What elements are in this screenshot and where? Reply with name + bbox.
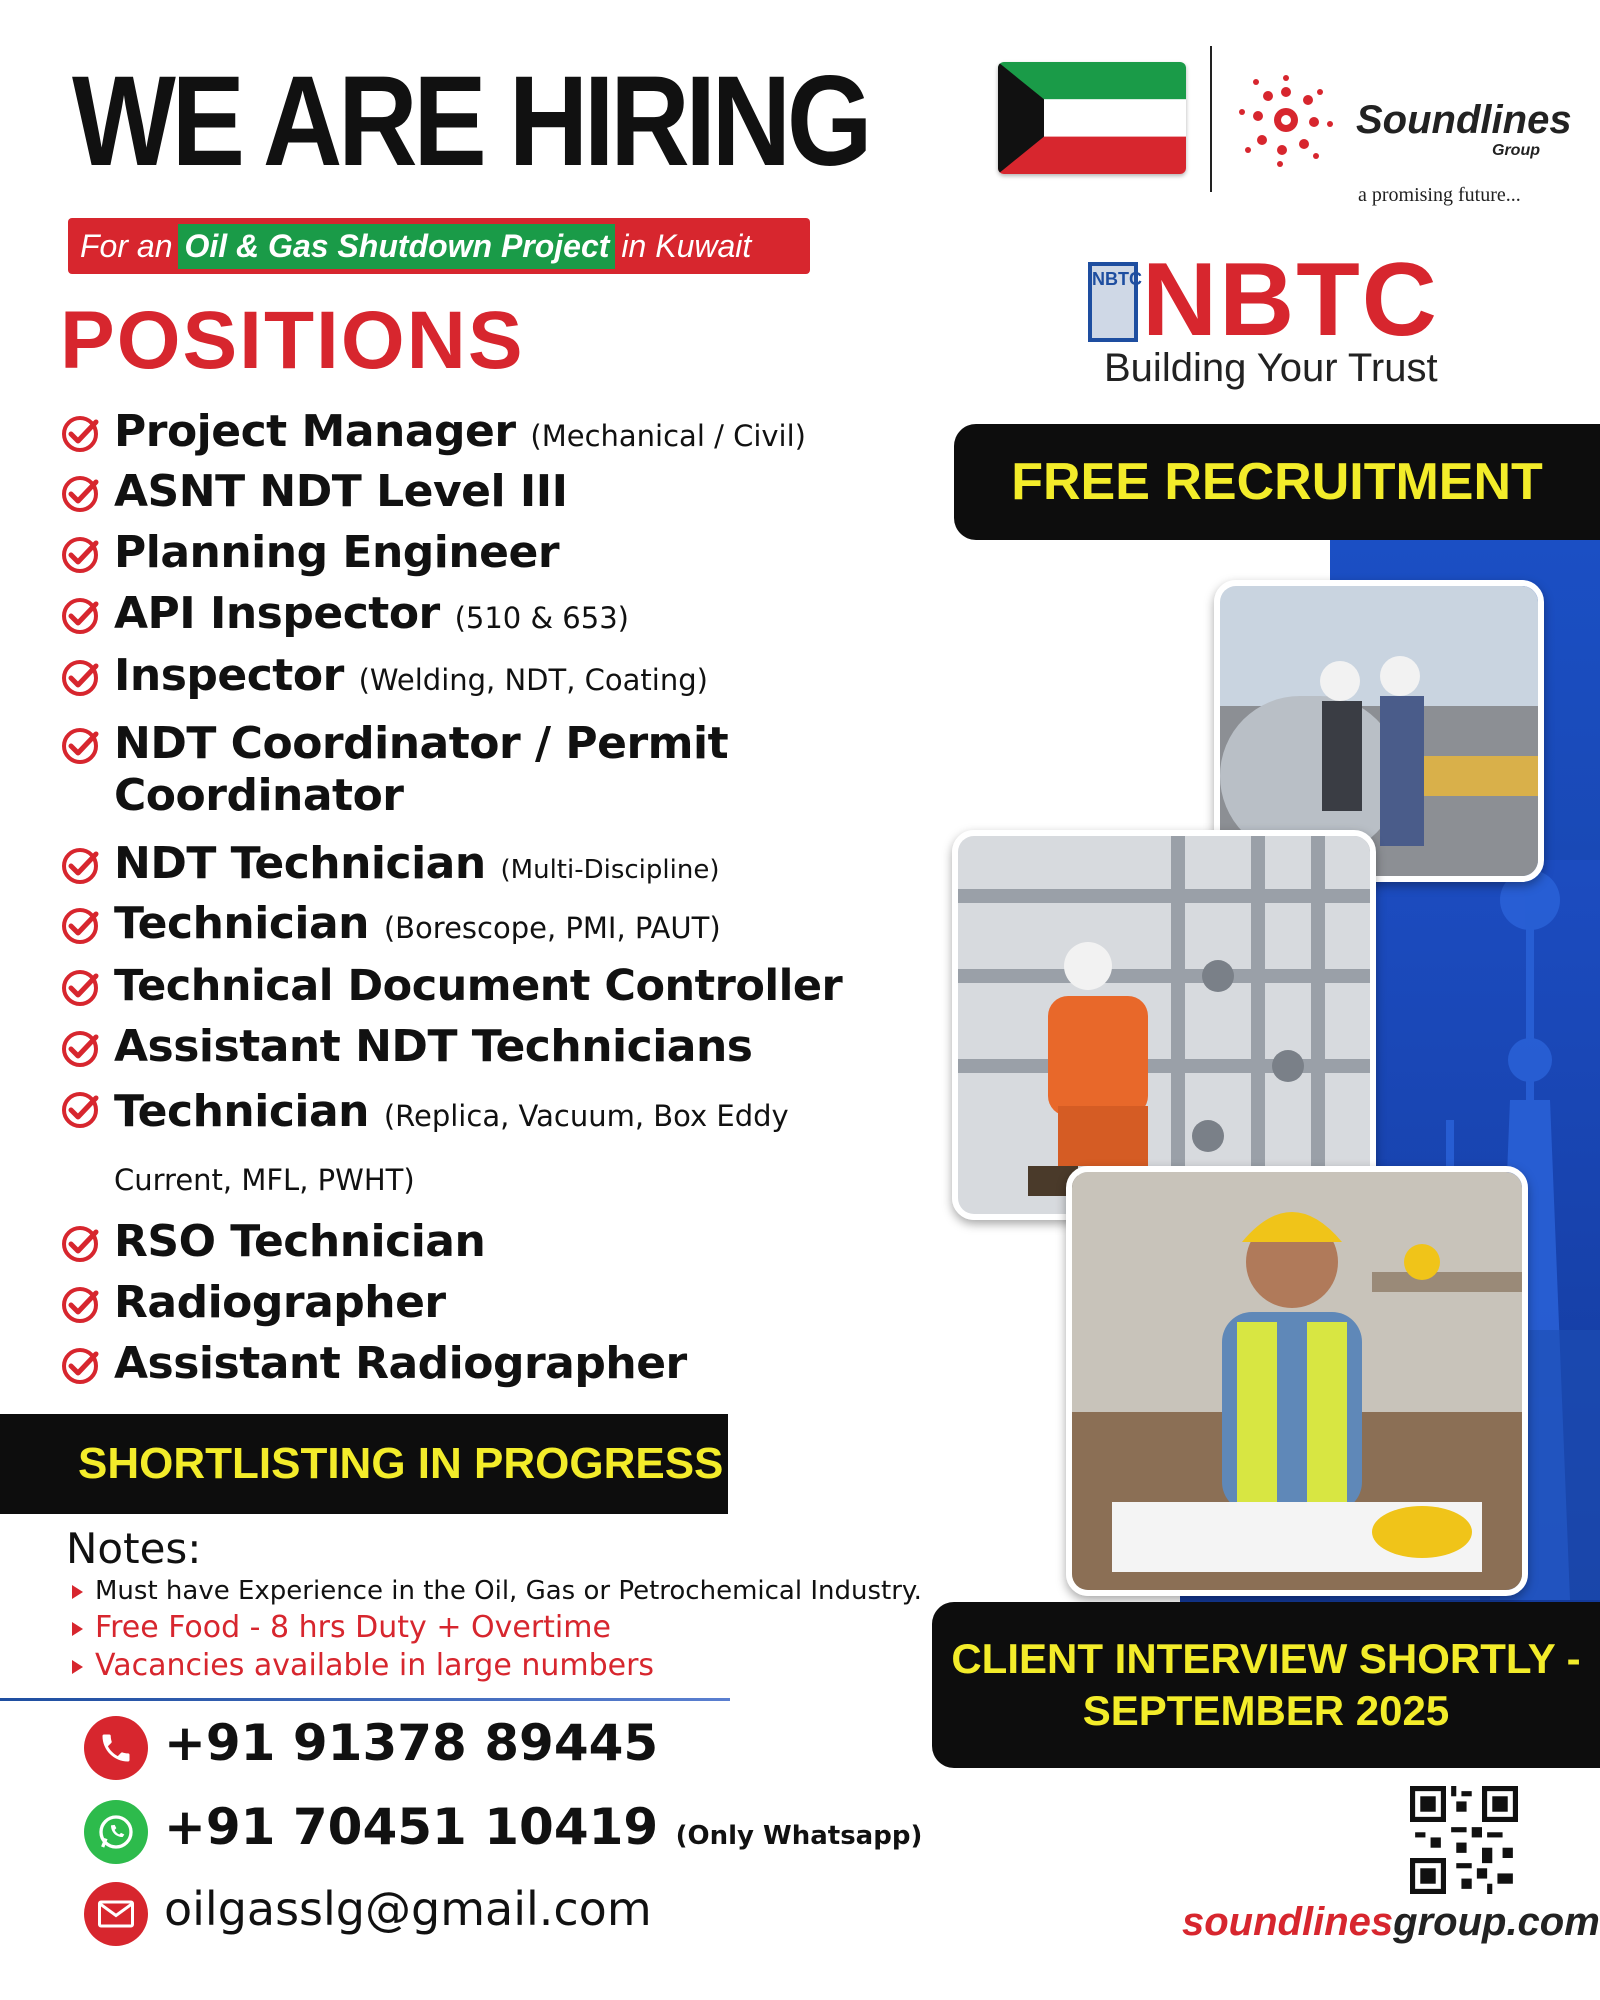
notes-divider	[0, 1698, 730, 1701]
position-item	[60, 898, 940, 954]
whatsapp-icon[interactable]	[84, 1800, 148, 1864]
phone-number[interactable]: +91 91378 89445	[164, 1714, 659, 1772]
hiring-title: WE ARE HIRING	[72, 50, 869, 193]
position-item	[60, 527, 940, 579]
bullet-triangle-icon	[72, 1660, 83, 1674]
position-name: Project Manager	[114, 406, 516, 457]
check-icon	[60, 535, 100, 575]
position-detail: (510 & 653)	[454, 601, 629, 635]
note-text: Must have Experience in the Oil, Gas or Petrochemical Industry.	[95, 1576, 922, 1606]
position-item	[60, 1338, 940, 1390]
subtitle-pre: For an	[80, 227, 173, 264]
position-name: Technician	[114, 898, 370, 949]
shortlisting-banner: SHORTLISTING IN PROGRESS	[0, 1414, 728, 1514]
kuwait-flag-icon	[998, 62, 1186, 174]
check-icon	[60, 1029, 100, 1069]
technician-plant-photo	[952, 830, 1376, 1220]
position-name: NDT Coordinator / Permit Coordinator	[114, 718, 729, 821]
company-group: Group	[1492, 142, 1540, 159]
position-item	[60, 1277, 940, 1329]
nbtc-box-text: NBTC	[1092, 269, 1142, 289]
position-item	[60, 466, 940, 518]
subtitle-highlight: Oil & Gas Shutdown Project	[178, 224, 615, 269]
position-detail: (Mechanical / Civil)	[530, 419, 806, 453]
position-name: Technician	[114, 1086, 370, 1137]
position-name: NDT Technician	[114, 838, 486, 889]
position-name: Assistant Radiographer	[114, 1338, 687, 1389]
position-item	[60, 1082, 900, 1210]
partner-tagline: Building Your Trust	[1104, 346, 1438, 390]
position-name: Inspector	[114, 650, 344, 701]
position-detail: (Replica, Vacuum, Box Eddy Current, MFL, PWHT)	[114, 1099, 789, 1197]
position-name: Technical Document Controller	[114, 961, 843, 1011]
check-icon	[60, 658, 100, 698]
position-item	[60, 718, 820, 822]
website-link[interactable]	[1182, 1900, 1600, 1945]
check-icon	[60, 1090, 100, 1130]
position-name: RSO Technician	[114, 1216, 486, 1267]
client-interview-line1: CLIENT INTERVIEW SHORTLY -	[951, 1635, 1581, 1682]
whatsapp-contact[interactable]	[164, 1798, 922, 1856]
bullet-triangle-icon	[72, 1585, 83, 1599]
position-name: API Inspector	[114, 588, 440, 639]
bullet-triangle-icon	[72, 1622, 83, 1636]
position-item	[60, 588, 940, 644]
position-name: Radiographer	[114, 1277, 446, 1328]
position-name: ASNT NDT Level III	[114, 466, 568, 517]
company-tagline: a promising future...	[1358, 184, 1521, 206]
position-name: Planning Engineer	[114, 527, 560, 578]
qr-code-icon[interactable]	[1410, 1786, 1518, 1894]
check-icon	[60, 1285, 100, 1325]
check-icon	[60, 414, 100, 454]
note-text: Vacancies available in large numbers	[95, 1648, 655, 1683]
partner-name: NBTC	[1142, 242, 1439, 358]
note-item	[72, 1610, 611, 1645]
free-recruitment-banner: FREE RECRUITMENT	[954, 424, 1600, 540]
note-item	[72, 1648, 654, 1683]
note-item	[72, 1576, 922, 1606]
note-text: Free Food - 8 hrs Duty + Overtime	[95, 1610, 611, 1645]
website-part2: group.com	[1393, 1900, 1600, 1944]
mail-icon[interactable]	[84, 1882, 148, 1946]
phone-icon[interactable]	[84, 1716, 148, 1780]
notes-title: Notes:	[66, 1524, 202, 1573]
position-detail: (Borescope, PMI, PAUT)	[383, 911, 721, 945]
position-name: Assistant NDT Technicians	[114, 1021, 753, 1072]
check-icon	[60, 474, 100, 514]
project-subtitle	[68, 218, 810, 274]
check-icon	[60, 726, 100, 766]
website-part1: soundlines	[1182, 1900, 1394, 1944]
position-item	[60, 960, 940, 1012]
whatsapp-number: +91 70451 10419	[164, 1798, 659, 1856]
company-name: Soundlines	[1356, 98, 1572, 142]
position-item	[60, 1021, 940, 1073]
client-interview-banner	[932, 1602, 1600, 1768]
engineer-workshop-photo	[1066, 1166, 1528, 1596]
check-icon	[60, 846, 100, 886]
check-icon	[60, 968, 100, 1008]
position-item	[60, 838, 940, 896]
logo-divider	[1210, 46, 1212, 192]
email-address[interactable]: oilgasslg@gmail.com	[164, 1882, 652, 1936]
position-item	[60, 650, 940, 706]
position-detail: (Multi-Discipline)	[500, 855, 720, 885]
subtitle-post: in Kuwait	[621, 227, 752, 264]
check-icon	[60, 906, 100, 946]
whatsapp-note: (Only Whatsapp)	[675, 1821, 923, 1851]
nbtc-logo-box	[1088, 262, 1142, 342]
soundlines-logo-icon	[1236, 70, 1336, 170]
check-icon	[60, 1224, 100, 1264]
client-interview-line2: SEPTEMBER 2025	[1082, 1687, 1450, 1734]
check-icon	[60, 1346, 100, 1386]
position-item	[60, 1216, 940, 1268]
positions-title: POSITIONS	[60, 295, 525, 386]
position-detail: (Welding, NDT, Coating)	[358, 663, 708, 697]
position-item	[60, 406, 940, 462]
check-icon	[60, 596, 100, 636]
